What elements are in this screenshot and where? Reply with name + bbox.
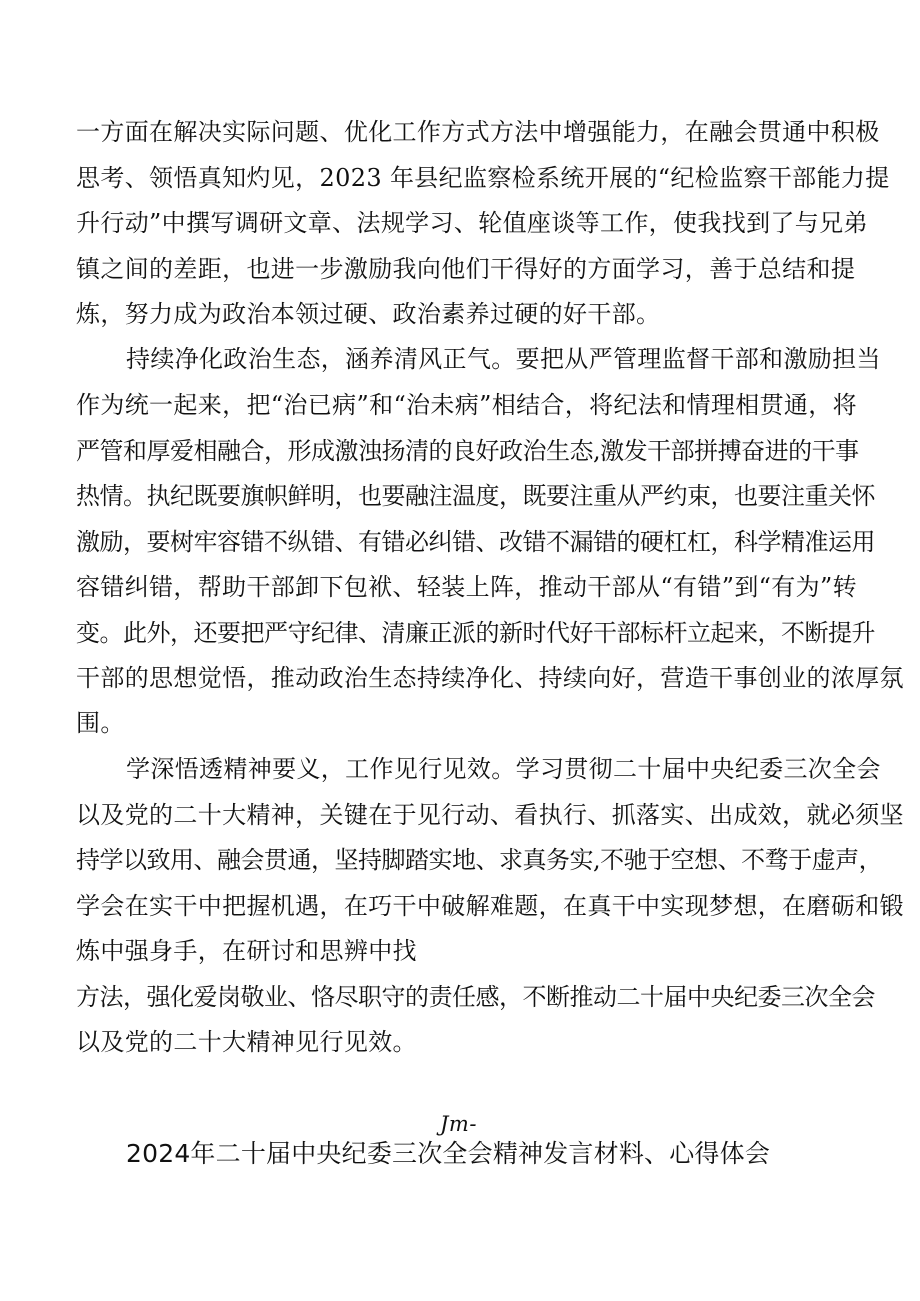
body-text-line: 热情。执纪既要旗帜鲜明，也要融注温度，既要注重从严约束，也要注重关怀 bbox=[76, 482, 875, 510]
body-text-line: 镇之间的差距，也进一步激励我向他们干得好的方面学习，善于总结和提 bbox=[76, 255, 856, 283]
body-text-line: 炼，努力成为政治本领过硬、政治素养过硬的好干部。 bbox=[76, 300, 661, 328]
body-text-line: 方法，强化爱岗敬业、恪尽职守的责任感，不断推动二十届中央纪委三次全会 bbox=[76, 983, 875, 1011]
body-text-line: 容错纠错，帮助干部卸下包袱、轻装上阵，推动干部从“有错”到“有为”转 bbox=[76, 573, 857, 601]
body-text-line: 炼中强身手，在研讨和思辨中找 bbox=[76, 937, 417, 965]
body-text-line: 严管和厚爱相融合，形成激浊扬清的良好政治生态,激发干部拼搏奋进的干事 bbox=[76, 437, 859, 465]
body-text-line: 持学以致用、融会贯通，坚持脚踏实地、求真务实,不驰于空想、不骛于虚声， bbox=[76, 846, 883, 874]
body-text-line: 以及党的二十大精神，关键在于见行动、看执行、抓落实、出成效，就必须坚 bbox=[76, 801, 904, 829]
paragraph-start: 学深悟透精神要义，工作见行见效。学习贯彻二十届中央纪委三次全会 bbox=[126, 755, 881, 783]
body-text-line: 以及党的二十大精神见行见效。 bbox=[76, 1028, 417, 1056]
paragraph-start: 持续净化政治生态，涵养清风正气。要把从严管理监督干部和激励担当 bbox=[126, 345, 881, 373]
body-text-line: 升行动”中撰写调研文章、法规学习、轮值座谈等工作，使我找到了与兄弟 bbox=[76, 209, 868, 237]
body-text-line: 干部的思想觉悟，推动政治生态持续净化、持续向好，营造干事创业的浓厚氛 bbox=[76, 664, 904, 692]
section-separator: Jm- bbox=[440, 1112, 477, 1136]
body-text-line: 作为统一起来，把“治已病”和“治未病”相结合，将纪法和情理相贯通，将 bbox=[76, 391, 857, 419]
body-text-line: 激励，要树牢容错不纵错、有错必纠错、改错不漏错的硬杠杠，科学精准运用 bbox=[76, 528, 875, 556]
next-document-title: 2024年二十届中央纪委三次全会精神发言材料、心得体会 bbox=[126, 1139, 771, 1168]
body-text-line: 围。 bbox=[76, 709, 125, 737]
body-text-line: 思考、领悟真知灼见，2023 年县纪监察检系统开展的“纪检监察干部能力提 bbox=[76, 164, 890, 192]
body-text-line: 学会在实干中把握机遇，在巧干中破解难题，在真干中实现梦想，在磨砺和锻 bbox=[76, 892, 904, 920]
body-text-line: 一方面在解决实际问题、优化工作方式方法中增强能力，在融会贯通中积极 bbox=[76, 118, 880, 146]
body-text-line: 变。此外，还要把严守纪律、清廉正派的新时代好干部标杆立起来，不断提升 bbox=[76, 619, 875, 647]
